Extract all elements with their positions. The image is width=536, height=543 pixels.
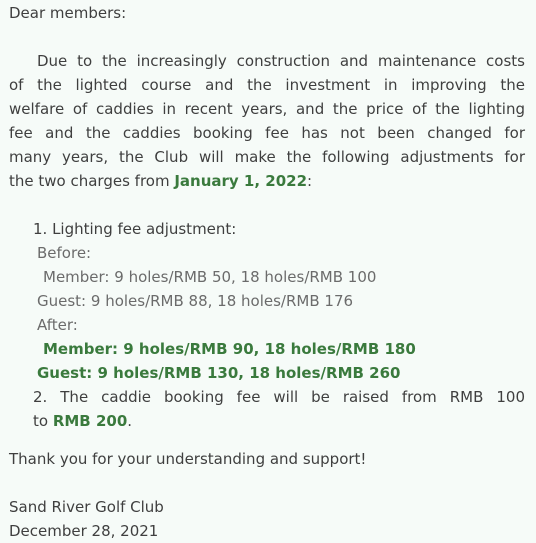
intro-line-3: welfare of caddies in recent years, and the price of the lighting [9,100,525,118]
item2-line-2 [33,409,132,433]
intro-line-6 [9,169,312,193]
letter-date: December 28, 2021 [9,522,159,540]
after-member-fee: Member: 9 holes/RMB 90, 18 holes/RMB 180 [43,340,416,358]
before-label: Before: [37,244,92,262]
item1-title: 1. Lighting fee adjustment: [33,220,237,238]
intro-line-5: many years, the Club will make the following adjustments for [9,148,525,166]
item2-suffix: . [127,412,133,430]
greeting: Dear members: [9,4,127,22]
intro-line-4: fee and the caddies booking fee has not been changed for [9,124,525,142]
before-member-fee: Member: 9 holes/RMB 50, 18 holes/RMB 100 [43,268,377,286]
item2-line-1: 2. The caddie booking fee will be raised from RMB 100 [33,388,525,406]
signature: Sand River Golf Club [9,498,164,516]
intro-line-1: Due to the increasingly construction and maintenance costs [37,52,525,70]
item2-prefix: to [33,412,53,430]
thanks-text: Thank you for your understanding and support! [9,450,367,468]
intro-line-6-suffix: : [307,172,313,190]
intro-line-6-prefix: the two charges from [9,172,175,190]
intro-line-2: of the lighted course and the investment in improving the [9,76,525,94]
new-caddie-fee: RMB 200 [52,412,128,430]
after-guest-fee: Guest: 9 holes/RMB 130, 18 holes/RMB 260 [37,364,401,382]
before-guest-fee: Guest: 9 holes/RMB 88, 18 holes/RMB 176 [37,292,354,310]
after-label: After: [37,316,78,334]
effective-date: January 1, 2022 [174,172,308,190]
